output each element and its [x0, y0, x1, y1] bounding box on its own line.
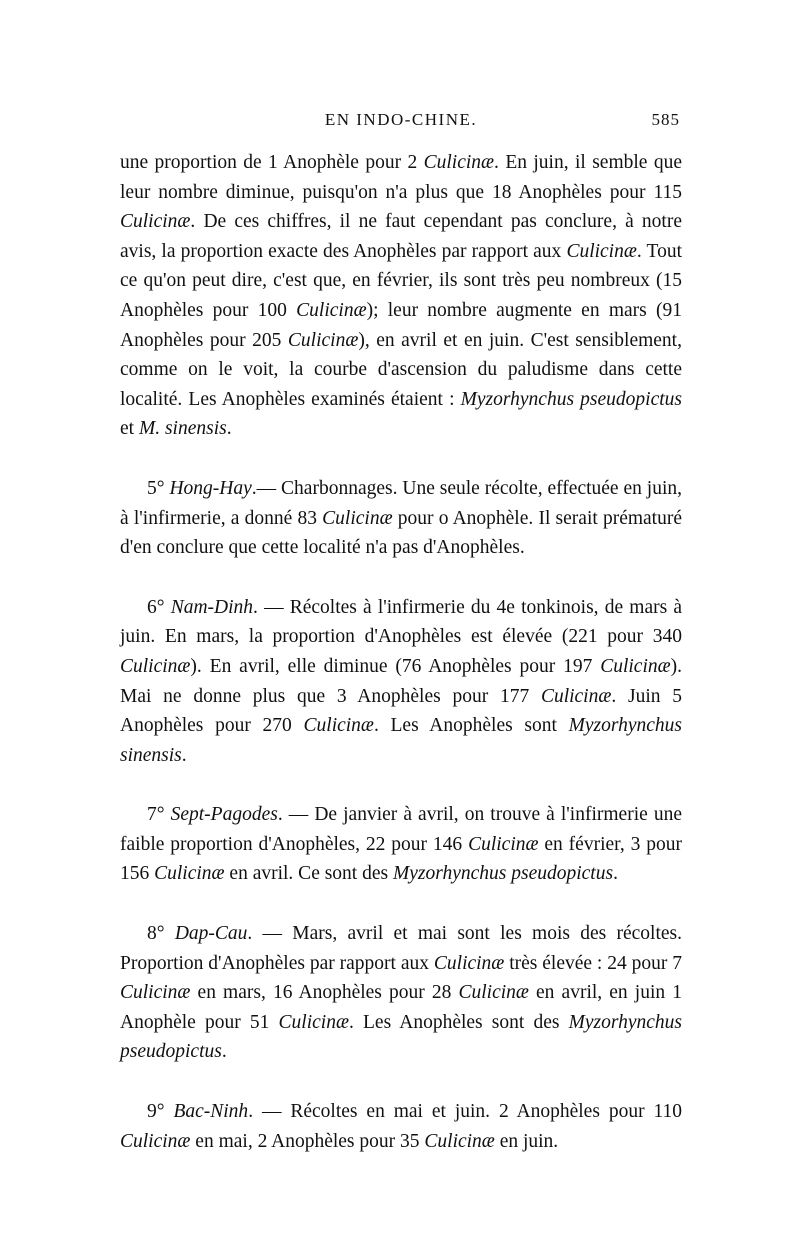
paragraph-dap-cau [120, 919, 682, 1067]
italic-term: Myzorhynchus pseudopictus [392, 863, 614, 885]
italic-term: Culicinæ [120, 211, 191, 233]
italic-term: Bac-Ninh [173, 1101, 249, 1123]
italic-term: Culicinæ [303, 715, 374, 737]
italic-term: Culicinæ [154, 863, 225, 885]
italic-term: Culicinæ [600, 655, 671, 677]
italic-term: Culicinæ [423, 152, 495, 173]
text-run: en avril. Ce sont des [224, 863, 393, 885]
text-run: . Les Anophèles sont des [348, 1011, 569, 1033]
italic-term: Culicinæ [296, 299, 367, 321]
italic-term: M. sinensis [138, 418, 227, 440]
italic-term: Culicinæ [278, 1011, 349, 1033]
text-run: . — Récoltes à l'infirmerie du 4e tonkinois, de mars à juin. En mars, la proportion d'Anophèles est élevée (221 pour 340 [120, 596, 682, 648]
page-header [120, 110, 682, 140]
italic-term: Nam-Dinh [170, 596, 254, 618]
text-run: .— Charbonnages. Une seule récolte, effectuée en juin, à l'infirmerie, a donné 83 [120, 477, 682, 529]
italic-term: Myzorhynchus pseudopictus [120, 1011, 682, 1063]
text-run: 9° [147, 1101, 174, 1123]
text-run: une proportion de 1 Anophèle pour 2 [120, 152, 424, 173]
italic-term: Dap-Cau [174, 923, 248, 945]
italic-term: Culicinæ [322, 507, 393, 529]
text-run: en mars, 16 Anophèles pour 28 [190, 982, 459, 1004]
text-run: ), en avril et en juin. C'est sensiblement, comme on le voit, la courbe d'ascension du paludisme dans cette localité. Les Anophèles examinés étaient : [120, 329, 682, 410]
text-run: pour o Anophèle. Il serait prématuré d'en conclure que cette localité n'a pas d'Anophèles. [120, 507, 682, 559]
text-run: . En juin, il semble que leur nombre diminue, puisqu'on n'a plus que 18 Anophèles pour 115 [120, 152, 682, 203]
italic-term: Culicinæ [424, 1130, 495, 1152]
italic-term: Culicinæ [120, 982, 191, 1004]
text-run: 7° [147, 804, 171, 826]
text-run: ); leur nombre augmente en mars (91 Anophèles pour 205 [120, 299, 682, 351]
text-run: . [181, 744, 187, 766]
italic-term: Culicinæ [120, 1130, 191, 1152]
text-run: . De ces chiffres, il ne faut cependant pas conclure, à notre avis, la proportion exacte des Anophèles par rapport aux [120, 211, 682, 262]
italic-term: Culicinæ [433, 952, 505, 974]
paragraph-sept-pagodes [120, 800, 682, 889]
text-run: 6° [147, 596, 171, 618]
paragraph-bac-ninh [120, 1097, 682, 1156]
italic-term: Myzorhynchus pseudopictus [460, 388, 682, 410]
italic-term: Culicinæ [120, 655, 191, 677]
italic-term: Culicinæ [287, 329, 359, 351]
text-run: très élevée : 24 pour 7 [504, 952, 682, 974]
text-run: . [226, 418, 232, 440]
text-run: . — Mars, avril et mai sont les mois des récoltes. Proportion d'Anophèles par rapport aux [120, 923, 682, 974]
running-title: EN INDO-CHINE. [324, 110, 478, 129]
italic-term: Culicinæ [540, 685, 612, 707]
paragraph-continuation [120, 148, 682, 444]
text-run: en mai, 2 Anophèles pour 35 [190, 1130, 425, 1152]
text-run: . — Récoltes en mai et juin. 2 Anophèles pour 110 [248, 1101, 682, 1123]
text-run: . Juin 5 Anophèles pour 270 [120, 685, 682, 737]
text-run: ). Mai ne donne plus que 3 Anophèles pour 177 [120, 655, 682, 707]
body-text [120, 148, 682, 1156]
text-run: . [613, 863, 618, 885]
paragraph-hong-hay [120, 474, 682, 563]
text-run: 8° [147, 923, 175, 945]
text-run: . Les Anophèles sont [373, 715, 569, 737]
italic-term: Culicinæ [468, 833, 539, 855]
italic-term: Culicinæ [566, 240, 637, 262]
text-run: en février, 3 pour 156 [120, 833, 683, 885]
text-run: ). En avril, elle diminue (76 Anophèles pour 197 [190, 655, 601, 677]
italic-term: Sept-Pagodes [170, 804, 278, 826]
italic-term: Hong-Hay [169, 477, 252, 499]
text-run: . — De janvier à avril, on trouve à l'infirmerie une faible proportion d'Anophèles, 22 pour 146 [120, 804, 682, 855]
italic-term: Culicinæ [458, 982, 529, 1004]
text-run: et [120, 418, 139, 440]
text-run: en avril, en juin 1 Anophèle pour 51 [120, 982, 682, 1033]
page-number: 585 [651, 110, 680, 129]
text-run: en juin. [494, 1130, 559, 1152]
text-run: 5° [147, 477, 170, 499]
italic-term: Myzorhynchus sinensis [120, 715, 682, 766]
text-run: . Tout ce qu'on peut dire, c'est que, en février, ils sont très peu nombreux (15 Anophèles pour 100 [120, 240, 682, 321]
paragraph-nam-dinh [120, 593, 682, 771]
text-run: . [221, 1041, 227, 1063]
